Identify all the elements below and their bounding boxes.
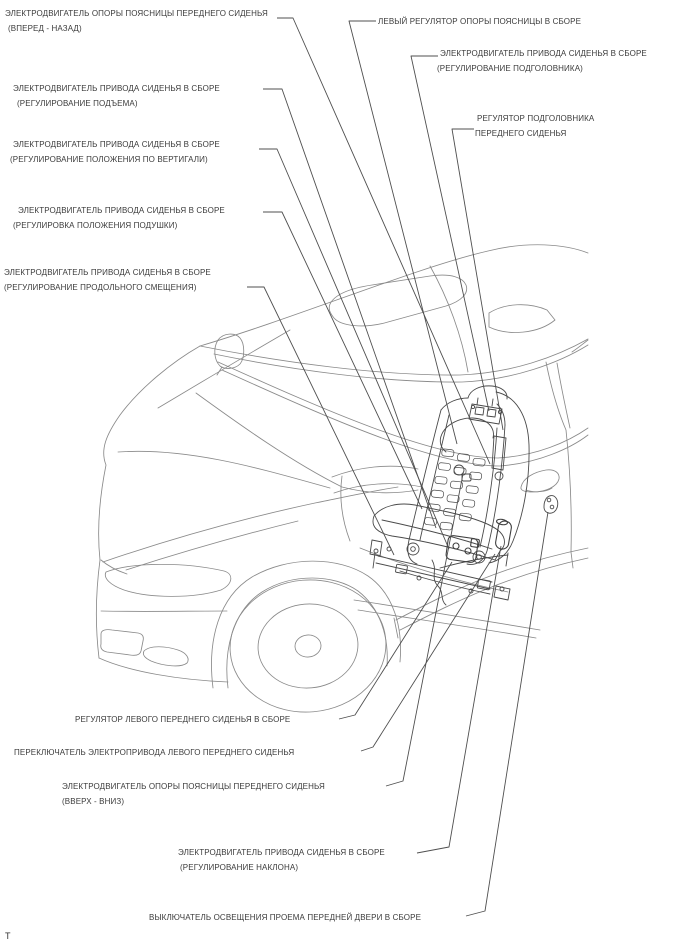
leader-sliding-motor bbox=[247, 287, 394, 555]
car-roof-rail-inner bbox=[214, 345, 588, 382]
car-hood-crease bbox=[118, 451, 330, 488]
callout-power-seat-switch bbox=[14, 745, 294, 760]
seat-assembly bbox=[370, 386, 529, 605]
callout-text: ЭЛЕКТРОДВИГАТЕЛЬ ОПОРЫ ПОЯСНИЦЫ ПЕРЕДНЕГО СИДЕНЬЯ bbox=[62, 782, 325, 791]
car-a-pillar-inner bbox=[158, 330, 290, 408]
callout-text: (РЕГУЛИРОВАНИЕ ПОЛОЖЕНИЯ ПО ВЕРТИГАЛИ) bbox=[10, 155, 208, 164]
car-b-pillar2 bbox=[557, 363, 570, 428]
callout-text: (РЕГУЛИРОВАНИЕ ПРОДОЛЬНОГО СМЕЩЕНИЯ) bbox=[4, 283, 197, 292]
callout-lumbar-motor-up-down bbox=[62, 779, 325, 809]
callout-text: ЭЛЕКТРОДВИГАТЕЛЬ ПРИВОДА СИДЕНЬЯ В СБОРЕ bbox=[13, 140, 220, 149]
door-handle-line bbox=[526, 488, 552, 492]
callout-text: (ВВЕРХ - ВНИЗ) bbox=[62, 797, 125, 806]
callout-text: ЭЛЕКТРОДВИГАТЕЛЬ ПРИВОДА СИДЕНЬЯ В СБОРЕ bbox=[178, 848, 385, 857]
car-door-gap-bottom bbox=[571, 552, 573, 568]
callout-text: ВЫКЛЮЧАТЕЛЬ ОСВЕЩЕНИЯ ПРОЕМА ПЕРЕДНЕЙ ДВЕРИ В СБОРЕ bbox=[149, 913, 422, 922]
headrest-bracket-detail2 bbox=[487, 409, 496, 417]
callout-text: ЭЛЕКТРОДВИГАТЕЛЬ ПРИВОДА СИДЕНЬЯ В СБОРЕ bbox=[440, 49, 647, 58]
seatback-side-motor bbox=[495, 472, 503, 480]
car-belt-line bbox=[218, 362, 588, 458]
lumbar-motor bbox=[454, 465, 464, 475]
car-bumper-bottom bbox=[99, 658, 228, 682]
car-roof-rail bbox=[200, 339, 588, 375]
callout-text: (РЕГУЛИРОВКА ПОЛОЖЕНИЯ ПОДУШКИ) bbox=[13, 221, 178, 230]
callout-text: (РЕГУЛИРОВАНИЕ НАКЛОНА) bbox=[180, 863, 299, 872]
seat-rail-2 bbox=[376, 563, 490, 589]
car-headlight bbox=[105, 564, 231, 596]
seatback-left-edge bbox=[408, 410, 441, 564]
front-foot-bracket bbox=[370, 540, 382, 556]
callout-door-courtesy-light-switch bbox=[149, 910, 421, 925]
car-body-crease2 bbox=[400, 558, 588, 630]
motor-cluster-gear1 bbox=[453, 543, 459, 549]
callout-headrest-regulator bbox=[475, 111, 594, 141]
dash-line1 bbox=[332, 466, 418, 477]
callout-reclining-motor bbox=[178, 845, 385, 875]
recliner-hinge-left bbox=[407, 543, 419, 555]
callout-text: ЭЛЕКТРОДВИГАТЕЛЬ ПРИВОДА СИДЕНЬЯ В СБОРЕ bbox=[18, 206, 225, 215]
car-b-pillar bbox=[546, 362, 571, 552]
lumbar-wire-loop bbox=[440, 418, 493, 452]
callout-text: ЛЕВЫЙ РЕГУЛЯТОР ОПОРЫ ПОЯСНИЦЫ В СБОРЕ bbox=[378, 17, 582, 26]
leader-seat-adjuster-assembly bbox=[339, 562, 452, 719]
car-far-a-pillar bbox=[430, 266, 468, 372]
callout-text: ПЕРЕДНЕГО СИДЕНЬЯ bbox=[475, 129, 567, 138]
callout-text: ЭЛЕКТРОДВИГАТЕЛЬ ОПОРЫ ПОЯСНИЦЫ ПЕРЕДНЕГО СИДЕНЬЯ bbox=[5, 9, 268, 18]
car-front-face bbox=[96, 560, 100, 658]
leader-reclining-motor bbox=[417, 546, 501, 853]
page-marker: Т bbox=[5, 931, 11, 941]
motor-cluster-gear2 bbox=[465, 548, 471, 554]
callout-text: РЕГУЛЯТОР ПОДГОЛОВНИКА bbox=[477, 114, 595, 123]
headrest-bolt1 bbox=[471, 405, 474, 408]
leader-door-courtesy-light-switch bbox=[466, 512, 548, 916]
callout-text: РЕГУЛЯТОР ЛЕВОГО ПЕРЕДНЕГО СИДЕНЬЯ В СБОРЕ bbox=[75, 715, 291, 724]
callout-text: ЭЛЕКТРОДВИГАТЕЛЬ ПРИВОДА СИДЕНЬЯ В СБОРЕ bbox=[13, 84, 220, 93]
car-license-plate bbox=[101, 630, 144, 656]
rear-foot-bracket bbox=[494, 586, 510, 600]
front-rim bbox=[255, 600, 362, 692]
callout-left-lumbar-regulator bbox=[378, 14, 581, 29]
car-fender-crease bbox=[103, 487, 398, 562]
callout-cushion-position-motor bbox=[13, 203, 225, 233]
seatback-right-edge bbox=[467, 425, 505, 564]
car-belt-line2 bbox=[222, 370, 588, 466]
callout-text: (РЕГУЛИРОВАНИЕ ПОДЪЕМА) bbox=[17, 99, 138, 108]
side-mirror-stalk bbox=[217, 367, 222, 375]
car-rear-window bbox=[489, 305, 555, 333]
callout-headrest-motor bbox=[437, 46, 647, 76]
callout-text: ЭЛЕКТРОДВИГАТЕЛЬ ПРИВОДА СИДЕНЬЯ В СБОРЕ bbox=[4, 268, 211, 277]
leader-headrest-motor bbox=[411, 56, 489, 411]
front-hub bbox=[294, 634, 322, 658]
car-outline bbox=[96, 245, 588, 719]
leader-lift-motor bbox=[263, 89, 436, 528]
car-fog-lamp bbox=[143, 647, 188, 666]
headrest-post1 bbox=[477, 398, 478, 405]
callout-seat-adjuster-assembly bbox=[75, 712, 290, 727]
seatback-right-inner bbox=[480, 428, 497, 547]
front-foot-bolt bbox=[374, 549, 378, 553]
courtesy-switch bbox=[544, 496, 558, 514]
callout-text: ПЕРЕКЛЮЧАТЕЛЬ ЭЛЕКТРОПРИВОДА ЛЕВОГО ПЕРЕДНЕГО СИДЕНЬЯ bbox=[14, 748, 295, 757]
callout-sliding-motor bbox=[4, 265, 211, 295]
recliner-hinge-left-pin bbox=[411, 547, 416, 552]
callout-text: (РЕГУЛИРОВАНИЕ ПОДГОЛОВНИКА) bbox=[437, 64, 583, 73]
wheel-arch-lip bbox=[227, 578, 387, 688]
leader-vertical-position-motor bbox=[259, 149, 449, 549]
headrest-outline bbox=[468, 386, 507, 399]
callout-lift-motor bbox=[13, 81, 220, 111]
headrest-bracket-detail1 bbox=[475, 407, 484, 415]
callout-vertical-position-motor bbox=[10, 137, 220, 167]
callout-lumbar-motor-fwd-back bbox=[5, 6, 268, 36]
console-edge bbox=[341, 476, 350, 541]
car-a-pillar bbox=[99, 346, 200, 560]
headrest-post2 bbox=[492, 399, 493, 406]
callout-text: (ВПЕРЕД - НАЗАД) bbox=[8, 24, 82, 33]
